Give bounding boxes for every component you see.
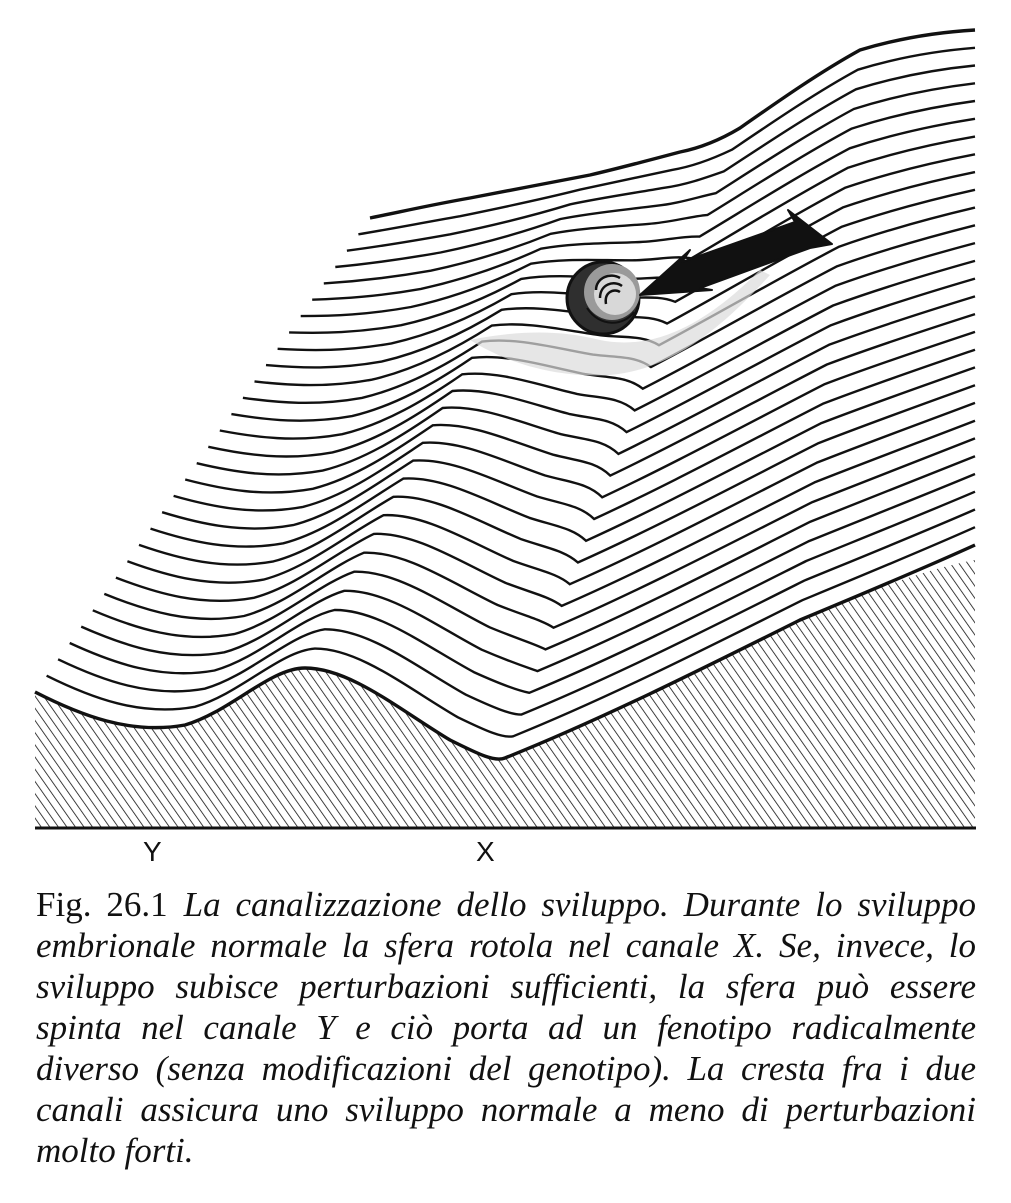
ball bbox=[567, 262, 640, 334]
channel-x-label: X bbox=[476, 836, 495, 867]
contour-line bbox=[116, 421, 975, 606]
caption-text: La canalizzazione dello sviluppo. Durante lo sviluppo embrionale normale la sfera rotola nel canale X. Se, invece, lo sviluppo subisce perturbazioni sufficienti, la sfera può essere spinta nel canale Y e ciò porta ad un fenotipo radicalmente diverso (senza modificazioni del genotipo). La cresta fra i due canali assicura uno sviluppo normale a meno di perturbazioni molto forti. bbox=[36, 885, 976, 1170]
contour-line bbox=[370, 30, 975, 218]
contour-line bbox=[335, 83, 975, 267]
channel-y-label: Y bbox=[143, 836, 162, 867]
figure-caption bbox=[36, 884, 976, 1171]
figure-number: Fig. 26.1 bbox=[36, 885, 168, 924]
contour-line bbox=[358, 48, 975, 235]
perturbation-arrow bbox=[640, 210, 832, 295]
